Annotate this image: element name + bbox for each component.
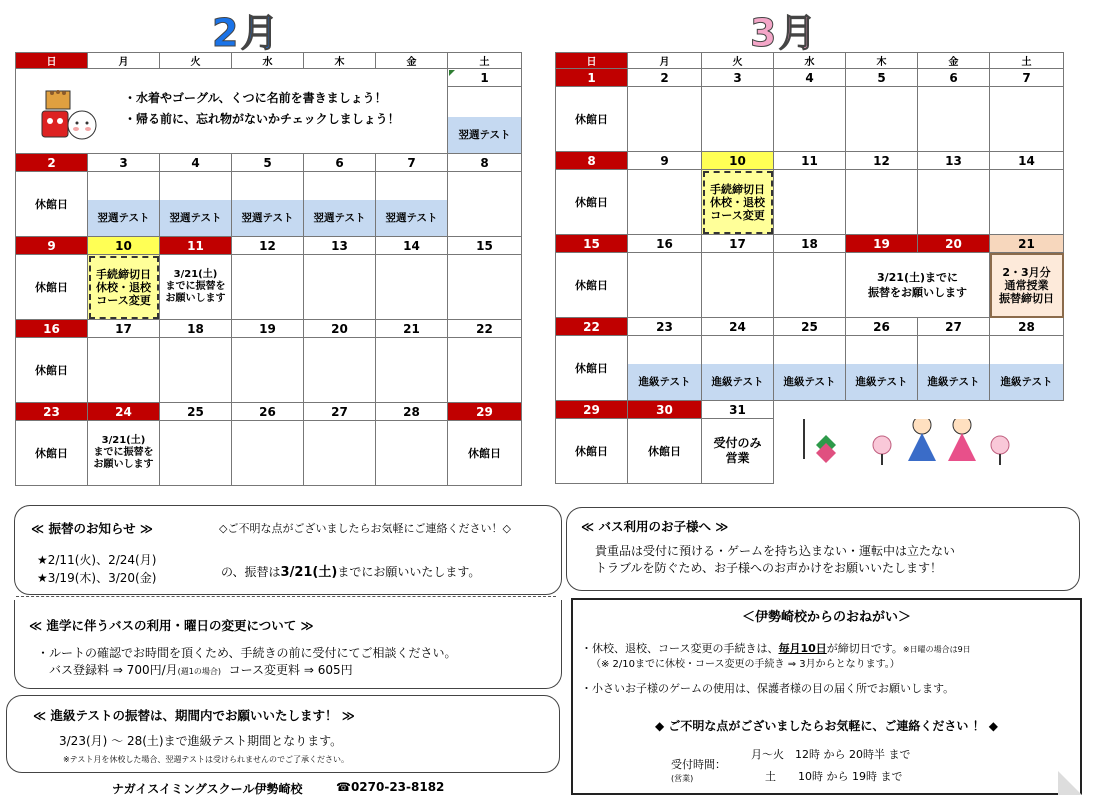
test-label: 進級テスト — [846, 364, 917, 400]
deadline-note: 手続締切日 休校・退校 コース変更 — [88, 255, 160, 320]
furikae-contact: ◇ご不明な点がございましたらお気軽にご連絡ください！◇ — [219, 522, 511, 535]
date-cell: 24 — [702, 318, 774, 336]
day-header: 水 — [232, 53, 304, 69]
bus-kids-notice — [566, 507, 1080, 591]
empty-cell — [990, 401, 1064, 419]
furikae-title: ≪ 振替のお知らせ ≫ — [31, 521, 154, 536]
date-cell: 4 — [774, 69, 846, 87]
date-cell: 15 — [448, 237, 522, 255]
date-cell: 8 — [556, 152, 628, 170]
date-cell: 31 — [702, 401, 774, 419]
date-cell: 22 — [556, 318, 628, 336]
setsubun-illustration-icon — [38, 81, 100, 147]
hours-sub: (営業) — [671, 774, 694, 783]
day-header: 金 — [918, 53, 990, 69]
date-body — [702, 336, 774, 401]
date-cell: 1 — [448, 69, 522, 87]
mar-calendar — [555, 52, 1064, 484]
date-cell: 14 — [376, 237, 448, 255]
date-cell: 18 — [160, 320, 232, 338]
date-body — [376, 172, 448, 237]
date-cell: 3 — [88, 154, 160, 172]
date-cell: 2 — [628, 69, 702, 87]
school-phone: ☎0270-23-8182 — [336, 780, 445, 794]
date-cell: 4 — [160, 154, 232, 172]
date-body — [918, 87, 990, 152]
date-body — [774, 87, 846, 152]
furikae-text: の、振替は3/21(土)までにお願いいたします。 — [221, 565, 481, 580]
day-header: 火 — [702, 53, 774, 69]
date-cell: 7 — [376, 154, 448, 172]
date-cell: 11 — [160, 237, 232, 255]
closed-label: 休館日 — [448, 421, 522, 486]
empty-cell — [918, 401, 990, 419]
date-body — [774, 336, 846, 401]
date-body — [628, 170, 702, 235]
bus-change-notice — [14, 600, 562, 689]
date-body — [304, 421, 376, 486]
test-label: 進級テスト — [628, 364, 701, 400]
empty-cell — [846, 401, 918, 419]
date-body — [448, 255, 522, 320]
transfer-note: 3/21(土) までに振替を お願いします — [88, 421, 160, 486]
date-cell: 17 — [88, 320, 160, 338]
date-body — [702, 253, 774, 318]
day-header: 月 — [88, 53, 160, 69]
date-cell: 18 — [774, 235, 846, 253]
date-cell: 12 — [232, 237, 304, 255]
date-cell: 9 — [628, 152, 702, 170]
date-cell: 16 — [16, 320, 88, 338]
empty-cell — [774, 401, 846, 419]
date-cell: 17 — [702, 235, 774, 253]
furikae-notice — [14, 505, 562, 595]
feb-notice — [16, 69, 448, 154]
date-cell: 13 — [918, 152, 990, 170]
date-cell: 11 — [774, 152, 846, 170]
date-body — [628, 336, 702, 401]
date-cell: 24 — [88, 403, 160, 421]
day-header: 土 — [990, 53, 1064, 69]
page-curl-icon — [1058, 771, 1082, 795]
date-body — [232, 421, 304, 486]
hours-weekday: 月～火 12時 から 20時半 まで — [751, 748, 911, 761]
test-label: 進級テスト — [774, 364, 845, 400]
date-body — [846, 170, 918, 235]
bus-change-fees: バス登録料 ⇒ 700円/月(週1の場合) コース変更料 ⇒ 605円 — [49, 663, 353, 677]
date-cell: 16 — [628, 235, 702, 253]
date-cell: 30 — [628, 401, 702, 419]
closed-label: 休館日 — [628, 419, 702, 484]
test-label: 翌週テスト — [232, 200, 303, 236]
date-cell: 3 — [702, 69, 774, 87]
closed-label: 休館日 — [16, 255, 88, 320]
date-body — [918, 170, 990, 235]
date-body — [448, 338, 522, 403]
date-body — [160, 172, 232, 237]
date-cell: 25 — [160, 403, 232, 421]
request-line: ・小さいお子様のゲームの使用は、保護者様の目の届く所でお願いします。 — [581, 682, 955, 695]
date-body — [376, 255, 448, 320]
test-label: 翌週テスト — [160, 200, 231, 236]
date-body — [232, 255, 304, 320]
date-body — [774, 170, 846, 235]
date-body — [990, 336, 1064, 401]
date-cell: 29 — [556, 401, 628, 419]
date-body — [448, 87, 522, 154]
test-period: 3/23(月) ～ 28(土)まで進級テスト期間となります。 — [59, 734, 343, 748]
hours-saturday: 土 10時 から 19時 まで — [765, 770, 903, 783]
day-header: 金 — [376, 53, 448, 69]
date-cell: 23 — [16, 403, 88, 421]
bus-kids-line: トラブルを防ぐため、お子様へのお声かけをお願いいたします！ — [595, 561, 943, 575]
date-cell: 28 — [990, 318, 1064, 336]
closed-label: 休館日 — [16, 172, 88, 237]
day-header: 木 — [304, 53, 376, 69]
deadline-note: 手続締切日 休校・退校 コース変更 — [702, 170, 774, 235]
date-cell: 10 — [702, 152, 774, 170]
date-body — [232, 338, 304, 403]
closed-label: 休館日 — [556, 419, 628, 484]
day-header: 月 — [628, 53, 702, 69]
day-header: 水 — [774, 53, 846, 69]
request-line: （※ 2/10までに休校・コース変更の手続き ⇒ 3月からとなります。） — [591, 659, 900, 670]
date-body — [376, 338, 448, 403]
bus-kids-line: 貴重品は受付に預ける・ゲームを持ち込まない・運転中は立たない — [595, 544, 956, 558]
hinamatsuri-illustration — [774, 419, 1064, 484]
date-body — [376, 421, 448, 486]
closed-label: 休館日 — [16, 421, 88, 486]
date-body — [628, 87, 702, 152]
request-title: ＜伊勢崎校からのおねがい＞ — [741, 610, 911, 625]
date-body — [88, 338, 160, 403]
date-body — [304, 255, 376, 320]
request-notice — [571, 598, 1082, 795]
date-body — [846, 336, 918, 401]
date-cell: 12 — [846, 152, 918, 170]
test-label: 翌週テスト — [304, 200, 375, 236]
day-header: 日 — [556, 53, 628, 69]
date-body — [702, 87, 774, 152]
date-cell: 27 — [304, 403, 376, 421]
date-cell: 20 — [304, 320, 376, 338]
date-cell: 1 — [556, 69, 628, 87]
date-body — [990, 170, 1064, 235]
date-body — [160, 338, 232, 403]
bus-change-line: ・ルートの確認でお時間を頂くため、手続きの前に受付にてご相談ください。 — [37, 646, 457, 660]
date-cell: 7 — [990, 69, 1064, 87]
day-header: 日 — [16, 53, 88, 69]
date-cell: 9 — [16, 237, 88, 255]
date-body — [232, 172, 304, 237]
date-cell: 19 — [232, 320, 304, 338]
date-cell: 27 — [918, 318, 990, 336]
test-label: 翌週テスト — [448, 117, 521, 153]
test-label: 進級テスト — [990, 364, 1063, 400]
date-cell: 5 — [232, 154, 304, 172]
notice-line: ・帰る前に、忘れ物がないかチェックしましょう！ — [124, 112, 400, 126]
test-label: 進級テスト — [918, 364, 989, 400]
date-body — [304, 172, 376, 237]
feb-calendar — [15, 52, 522, 486]
transfer-note: 3/21(土)までに 振替をお願いします — [846, 253, 990, 318]
date-body — [88, 172, 160, 237]
furikae-dates: ★3/19(木)、3/20(金) — [37, 571, 157, 585]
day-header: 土 — [448, 53, 522, 69]
date-body — [774, 253, 846, 318]
request-contact: ◆ ご不明な点がございましたらお気軽に、ご連絡ください ！ ◆ — [655, 719, 998, 733]
hina-dolls-icon — [774, 419, 1054, 469]
bus-kids-title: ≪ バス利用のお子様へ ≫ — [581, 519, 729, 534]
transfer-deadline-note: 2・3月分 通常授業 振替締切日 — [990, 253, 1064, 318]
date-cell: 2 — [16, 154, 88, 172]
closed-label: 休館日 — [556, 87, 628, 152]
day-header: 木 — [846, 53, 918, 69]
test-label: 進級テスト — [702, 364, 773, 400]
furikae-dates: ★2/11(火)、2/24(月) — [37, 553, 157, 567]
school-name: ナガイスイミングスクール伊勢崎校 — [112, 782, 303, 796]
closed-label: 休館日 — [556, 170, 628, 235]
test-notice — [6, 695, 560, 773]
date-cell: 26 — [232, 403, 304, 421]
hours-label: 受付時間： — [671, 758, 726, 771]
test-label: 翌週テスト — [88, 200, 159, 236]
request-line: ・休校、退校、コース変更の手続きは、毎月10日が締切日です。※日曜の場合は9日 — [581, 642, 971, 655]
mar-title: 3月 — [750, 11, 819, 55]
date-body — [918, 336, 990, 401]
date-body — [990, 87, 1064, 152]
date-body — [304, 338, 376, 403]
date-body — [448, 172, 522, 237]
date-cell: 21 — [990, 235, 1064, 253]
date-cell: 8 — [448, 154, 522, 172]
date-body — [846, 87, 918, 152]
test-note: ※テスト月を休校した場合、翌週テストは受けられませんのでご了承ください。 — [63, 755, 350, 764]
date-cell: 20 — [918, 235, 990, 253]
date-cell: 25 — [774, 318, 846, 336]
date-cell: 29 — [448, 403, 522, 421]
closed-label: 休館日 — [16, 338, 88, 403]
date-cell: 19 — [846, 235, 918, 253]
date-cell: 23 — [628, 318, 702, 336]
closed-label: 休館日 — [556, 336, 628, 401]
date-cell: 6 — [918, 69, 990, 87]
date-cell: 26 — [846, 318, 918, 336]
date-cell: 15 — [556, 235, 628, 253]
day-header: 火 — [160, 53, 232, 69]
date-cell: 14 — [990, 152, 1064, 170]
test-title: ≪ 進級テストの振替は、期間内でお願いいたします！ ≫ — [33, 708, 355, 723]
feb-title: 2月 — [212, 11, 281, 55]
notice-line: ・水着やゴーグル、くつに名前を書きましょう！ — [124, 91, 387, 105]
transfer-note: 3/21(土) までに振替を お願いします — [160, 255, 232, 320]
closed-label: 休館日 — [556, 253, 628, 318]
date-body — [628, 253, 702, 318]
date-cell: 21 — [376, 320, 448, 338]
date-cell: 13 — [304, 237, 376, 255]
date-cell: 5 — [846, 69, 918, 87]
date-cell: 22 — [448, 320, 522, 338]
bus-change-title: ≪ 進学に伴うバスの利用・曜日の変更について ≫ — [29, 618, 314, 633]
reception-only-note: 受付のみ 営業 — [702, 419, 774, 484]
date-cell: 6 — [304, 154, 376, 172]
date-cell: 28 — [376, 403, 448, 421]
date-body — [160, 421, 232, 486]
section-divider — [16, 596, 556, 597]
date-cell: 10 — [88, 237, 160, 255]
test-label: 翌週テスト — [376, 200, 447, 236]
